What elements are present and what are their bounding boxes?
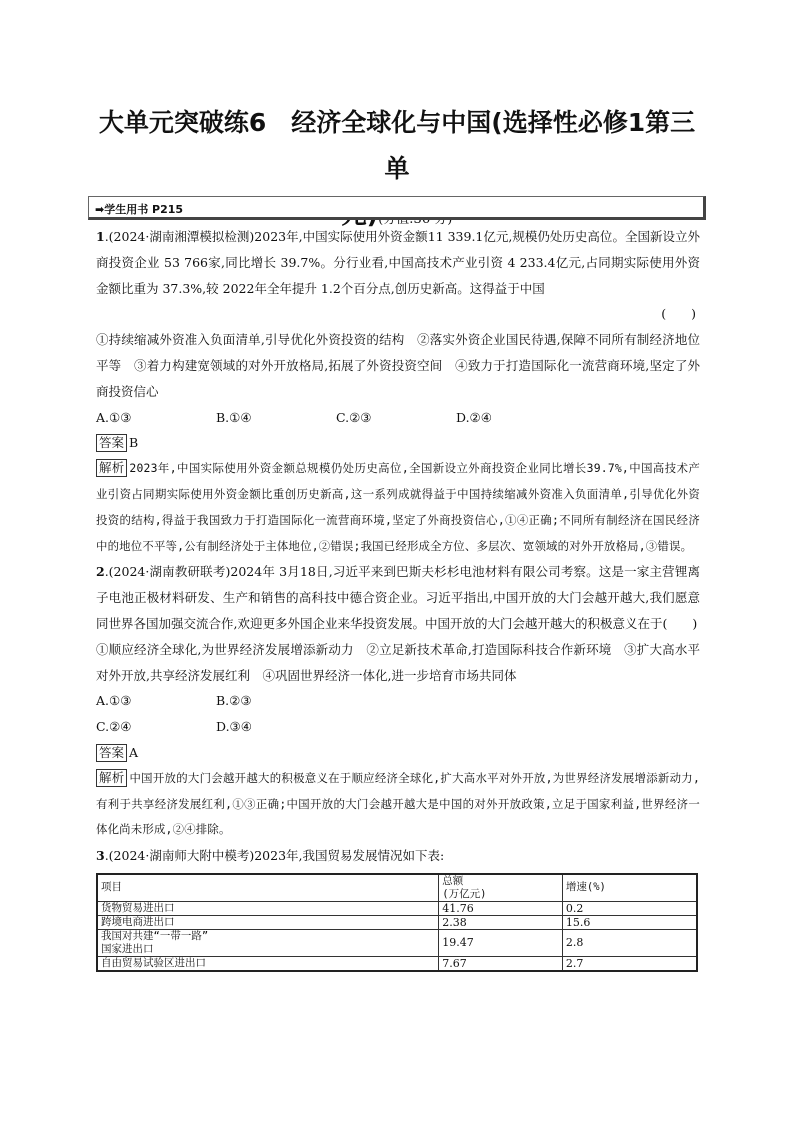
q2-option-b: B.②③ <box>216 693 252 709</box>
student-book-bar <box>88 196 706 220</box>
header-total: 总额 (万亿元) <box>439 874 563 902</box>
q2-option-c: C.②④ <box>96 719 132 735</box>
q2-option-a: A.①③ <box>96 693 132 709</box>
q1-analysis-text: 2023年,中国实际使用外资金额总规模仍处历史高位,全国新设立外商投资企业同比增长39.7%,中国高技术产业引资占同期实际使用外资金额比重创历史新高,这一系列成就得益于中国持续缩减外资准入负面清单,引导优化外资投资的结构,得益于我国致力于打造国际化一流营商环境,坚定了外商投资信心,①④正确;不同所有制经济在国民经济中的地位不平等,公有制经济处于主体地位,②错误;我国已经形成全方位、多层次、宽领域的对外开放格局,③错误。 <box>96 461 700 553</box>
row-2-item: 跨境电商进出口 <box>97 915 439 929</box>
question-1-paren: ( ) <box>661 306 696 322</box>
student-book-label: ➡学生用书 P215 <box>95 203 184 216</box>
q2-analysis-text: 中国开放的大门会越开越大的积极意义在于顺应经济全球化,扩大高水平对外开放,为世界经济发展增添新动力,有利于共享经济发展红利,①③正确;中国开放的大门会越开越大是中国的对外开放政策,立足于国家利益,世界经济一体化尚未形成,②④排除。 <box>96 770 700 837</box>
question-2-statements: ①顺应经济全球化,为世界经济发展增添新动力 ②立足新技术革命,打造国际科技合作新环境 ③扩大高水平对外开放,共享经济发展红利 ④巩固世界经济一体化,进一步培育市场共同体 <box>96 641 700 683</box>
q1-option-d: D.②④ <box>456 409 492 425</box>
row-3-total: 19.47 <box>439 929 563 956</box>
q2-analysis-label: 解析 <box>96 769 127 787</box>
header-item: 项目 <box>97 874 439 902</box>
row-4-growth: 2.7 <box>562 956 697 971</box>
row-2-total: 2.38 <box>439 915 563 929</box>
row-3-growth: 2.8 <box>562 929 697 956</box>
question-2-number: 2 <box>96 564 105 580</box>
row-2-growth: 15.6 <box>562 915 697 929</box>
q1-analysis-label: 解析 <box>96 459 127 477</box>
q1-option-a: A.①③ <box>96 409 132 425</box>
question-2-stem <box>96 559 700 636</box>
table-row <box>97 915 697 929</box>
row-4-total: 7.67 <box>439 956 563 971</box>
row-3-item: 我国对共建“一带一路” 国家进出口 <box>97 929 439 956</box>
row-1-item: 货物贸易进出口 <box>97 901 439 915</box>
trade-stats-table <box>96 873 698 972</box>
q1-option-c: C.②③ <box>336 409 372 425</box>
q2-option-d: D.③④ <box>216 719 252 735</box>
q2-answer-value: A <box>129 744 139 760</box>
q1-answer-label: 答案 <box>96 434 127 452</box>
table-header-row <box>97 874 697 902</box>
question-1-answer <box>96 430 700 456</box>
q1-answer-value: B <box>129 435 139 451</box>
row-1-growth: 0.2 <box>562 901 697 915</box>
q2-answer-label: 答案 <box>96 744 127 762</box>
question-2-options-row-1 <box>96 688 700 714</box>
table-row <box>97 956 697 971</box>
question-2-answer <box>96 740 700 766</box>
page-title <box>90 100 704 243</box>
question-content <box>96 224 700 972</box>
question-2-options-row-2 <box>96 714 700 740</box>
question-1-text: .(2024·湖南湘潭模拟检测)2023年,中国实际使用外资金额11 339.1亿元,规模仍处历史高位。全国新设立外商投资企业 53 766家,同比增长 39.7%。分行业看,中国高技术产业引资 4 233.4亿元,占同期实际使用外资金额比重为 37.3%,较 2022年全年提升 1.2个百分点,创历史新高。这得益于中国 <box>96 229 700 296</box>
question-3-text: .(2024·湖南师大附中模考)2023年,我国贸易发展情况如下表: <box>104 848 445 864</box>
question-3-stem <box>96 843 700 869</box>
row-4-item: 自由贸易试验区进出口 <box>97 956 439 971</box>
row-1-total: 41.76 <box>439 901 563 915</box>
title-line-1: 大单元突破练6 经济全球化与中国(选择性必修1第三单 <box>98 108 696 183</box>
header-growth: 增速(%) <box>562 874 697 902</box>
question-3-number: 3 <box>96 848 105 864</box>
table-row <box>97 901 697 915</box>
question-2-text: .(2024·湖南教研联考)2024年 3月18日,习近平来到巴斯夫杉杉电池材料有限公司考察。这是一家主营锂离子电池正极材料研发、生产和销售的高科技中德合资企业。习近平指出,中国开放的大门会越开越大,我们愿意同世界各国加强交流合作,欢迎更多外国企业来华投资发展。中国开放的大门会越开越大的积极意义在于( ) <box>96 564 700 631</box>
question-2-analysis <box>96 766 700 843</box>
question-1-options <box>96 405 700 431</box>
question-1-stem <box>96 224 700 301</box>
question-1-number: 1 <box>96 229 105 244</box>
question-1-statements: ①持续缩减外资准入负面清单,引导优化外资投资的结构 ②落实外资企业国民待遇,保障不同所有制经济地位平等 ③着力构建宽领域的对外开放格局,拓展了外资投资空间 ④致力于打造国际化一流营商环境,坚定了外商投资信心 <box>96 332 700 399</box>
question-1-analysis <box>96 456 700 559</box>
q1-option-b: B.①④ <box>216 409 252 425</box>
table-row <box>97 929 697 956</box>
